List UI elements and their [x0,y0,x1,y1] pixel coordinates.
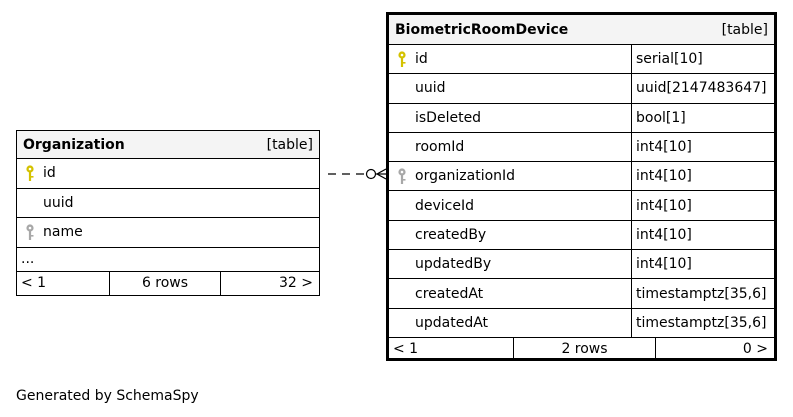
column-name: roomId [415,139,465,156]
table-kind: [table] [266,136,313,153]
column-type: int4[10] [631,133,774,161]
column-row-id[interactable] [17,159,319,189]
row-count: 2 rows [513,338,656,361]
column-row-id[interactable] [389,45,774,74]
column-row-createdby[interactable] [389,221,774,250]
table-organization[interactable] [16,130,320,296]
column-name: createdAt [415,285,484,302]
column-name: organizationId [415,168,516,185]
primary-key-icon [395,50,409,68]
parents-count-link[interactable]: < 1 [21,275,47,291]
column-type: serial[10] [631,45,774,73]
no-key-spacer [395,226,409,244]
column-row-isdeleted[interactable] [389,104,774,133]
column-row-updatedby[interactable] [389,250,774,279]
table-name: Organization [23,136,125,153]
column-name: id [43,165,56,182]
no-key-spacer [395,255,409,273]
column-type: timestamptz[35,6] [631,309,774,337]
column-row-deviceid[interactable] [389,191,774,220]
children-count-link[interactable]: 0 > [742,341,768,358]
column-row-roomid[interactable] [389,133,774,162]
column-row-updatedat[interactable] [389,309,774,338]
no-key-spacer [395,109,409,127]
column-type: int4[10] [631,250,774,278]
column-row-createdat[interactable] [389,279,774,308]
column-name: updatedAt [415,314,489,331]
table-header [389,15,774,45]
no-key-spacer [395,197,409,215]
column-type: int4[10] [631,191,774,219]
column-type: timestamptz[35,6] [631,279,774,307]
crow-foot-lower [377,174,386,179]
no-key-spacer [395,138,409,156]
column-name: id [415,51,428,68]
generated-by-footer: Generated by SchemaSpy [16,388,199,404]
no-key-spacer [395,285,409,303]
column-type: uuid[2147483647] [631,74,774,102]
column-name: deviceId [415,197,475,214]
column-type: bool[1] [631,104,774,132]
index-key-icon [23,223,37,241]
children-count-link[interactable]: 32 > [279,275,313,291]
table-name: BiometricRoomDevice [395,21,569,38]
table-kind: [table] [721,21,768,38]
table-biometric-room-device[interactable] [386,12,777,361]
column-row-name[interactable] [17,218,319,248]
zero-cardinality-circle [367,170,376,179]
parents-count-link[interactable]: < 1 [393,341,419,358]
row-count: 6 rows [109,272,221,295]
column-name: isDeleted [415,109,482,126]
column-name: name [43,224,83,241]
column-type: int4[10] [631,221,774,249]
column-name: uuid [415,80,446,97]
primary-key-icon [23,164,37,182]
more-columns-ellipsis: ... [17,248,319,272]
column-row-uuid[interactable] [17,189,319,219]
no-key-spacer [395,314,409,332]
column-type: int4[10] [631,162,774,190]
column-name: uuid [43,194,74,211]
column-row-organizationid[interactable] [389,162,774,191]
column-name: updatedBy [415,256,492,273]
table-footer [17,272,319,295]
column-name: createdBy [415,226,487,243]
table-footer [389,338,774,361]
table-header [17,131,319,159]
foreign-key-icon [395,167,409,185]
no-key-spacer [395,79,409,97]
column-row-uuid[interactable] [389,74,774,103]
no-key-spacer [23,194,37,212]
crow-foot-upper [377,169,386,174]
